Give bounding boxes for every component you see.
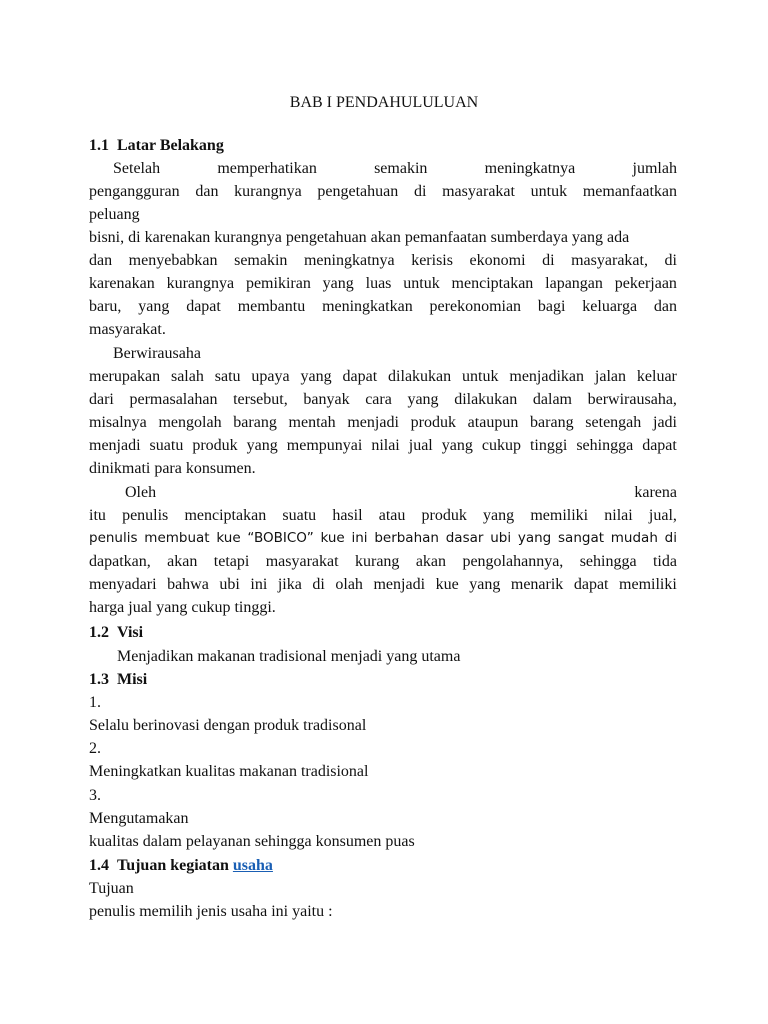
section-heading-1-4 [89, 854, 677, 877]
vision-text: Menjadikan makanan tradisional menjadi yang utama [117, 648, 461, 665]
paragraph-line: harga jual yang cukup tinggi. [89, 599, 276, 616]
word: jadi [653, 414, 677, 431]
word: cara [365, 391, 392, 408]
word: semakin [374, 160, 428, 177]
word: Oleh [125, 484, 157, 501]
word: karena [634, 484, 677, 501]
word: mengolah [158, 414, 222, 431]
paragraph-line: Berwirausaha [113, 345, 201, 362]
paragraph-line: bisni, di karenakan kurangnya pengetahuan akan pemanfaatan sumberdaya yang ada [89, 229, 630, 246]
word: di [664, 252, 677, 269]
word: tinggi [529, 437, 568, 454]
word: keluar [636, 368, 677, 385]
word: bahwa [167, 576, 209, 593]
word: membuat [144, 530, 210, 546]
word: jumlah [632, 160, 677, 177]
word: sehingga [579, 553, 637, 570]
word: dan [89, 252, 113, 269]
word: meningkatkan [322, 298, 413, 315]
word: ekonomi [469, 252, 526, 269]
word: menjadikan [509, 368, 585, 385]
section-title: Misi [117, 671, 148, 688]
paragraph-line: masyarakat. [89, 321, 166, 338]
section-title: Tujuan kegiatan [117, 857, 229, 874]
word: “BOBICO” [247, 530, 314, 546]
word: untuk [530, 183, 568, 200]
word: menarik [510, 576, 564, 593]
word: atau [378, 507, 406, 524]
list-item: Mengutamakan [89, 810, 189, 827]
word: suatu [282, 507, 317, 524]
word: menjadi [347, 414, 399, 431]
word: dilakukan [454, 391, 518, 408]
word: menciptakan [184, 507, 267, 524]
word: pengangguran [89, 183, 180, 200]
word: semakin [234, 252, 288, 269]
word: kurangnya [234, 183, 302, 200]
word: yang [300, 368, 332, 385]
section-title: Latar Belakang [117, 137, 224, 154]
word: yang [483, 507, 515, 524]
document-title: BAB I PENDAHULULUAN [289, 94, 479, 111]
word: bagi [537, 298, 566, 315]
section-number: 1.3 [89, 671, 109, 688]
word: memiliki [530, 507, 589, 524]
word: tetapi [213, 553, 250, 570]
paragraph-line [89, 249, 677, 272]
list-item: Meningkatkan kualitas makanan tradisional [89, 763, 369, 780]
word: misalnya [89, 414, 147, 431]
word: menyadari [89, 576, 157, 593]
paragraph-line [89, 295, 677, 318]
word: dapat [573, 576, 609, 593]
word: kue [435, 576, 459, 593]
word: untuk [462, 368, 499, 385]
word: ataupun [467, 414, 519, 431]
word: itu [89, 507, 106, 524]
list-number: 1. [89, 694, 101, 711]
word: di [542, 252, 555, 269]
word: yang [441, 437, 473, 454]
word: masyarakat [265, 553, 339, 570]
word: meningkatnya [303, 252, 395, 269]
word: merupakan [89, 368, 161, 385]
word: untuk [403, 275, 440, 292]
word: jalan [594, 368, 626, 385]
word: dilakukan [388, 368, 452, 385]
word: yang [322, 275, 354, 292]
word: dapat [186, 298, 221, 315]
word: nilai [604, 507, 633, 524]
paragraph-line: peluang [89, 206, 140, 223]
paragraph-line [89, 527, 677, 550]
word: upaya [251, 368, 290, 385]
word: suatu [149, 437, 184, 454]
word: meningkatnya [484, 160, 576, 177]
word: memperhatikan [217, 160, 317, 177]
word: memiliki [619, 576, 677, 593]
word: hasil [332, 507, 363, 524]
paragraph-line [89, 272, 677, 295]
word: akan [167, 553, 198, 570]
word: barang [530, 414, 574, 431]
word: karenakan [89, 275, 155, 292]
paragraph-line [89, 411, 677, 434]
word: pengolahannya, [462, 553, 564, 570]
section-number: 1.4 [89, 857, 109, 874]
word: yang [246, 437, 278, 454]
word: memanfaatkan [582, 183, 677, 200]
word: mempunyai [286, 437, 363, 454]
word: keluarga [582, 298, 638, 315]
word: mudah [610, 530, 658, 546]
section-heading-1-3 [89, 668, 677, 691]
word: dan [653, 298, 677, 315]
word: di [664, 530, 677, 546]
word: ubi [219, 576, 240, 593]
usaha-link[interactable]: usaha [232, 857, 273, 874]
word: penulis [89, 530, 138, 546]
paragraph-line [89, 434, 677, 457]
paragraph-line [89, 365, 677, 388]
paragraph-line [113, 157, 677, 180]
word: jika [277, 576, 302, 593]
word: masyarakat [442, 183, 515, 200]
word: permasalahan [129, 391, 218, 408]
section-heading-1-1 [89, 134, 677, 157]
word: membantu [237, 298, 306, 315]
word: cukup [481, 437, 521, 454]
word: dalam [532, 391, 572, 408]
word: jual [408, 437, 433, 454]
paragraph-line [125, 481, 677, 504]
word: yang [517, 530, 552, 546]
word: satu [214, 368, 241, 385]
paragraph-line: dinikmati para konsumen. [89, 460, 256, 477]
list-number: 3. [89, 787, 101, 804]
word: masyarakat, [571, 252, 648, 269]
word: Setelah [113, 160, 161, 177]
word: tida [652, 553, 677, 570]
word: mentah [288, 414, 336, 431]
word: berbahan [374, 530, 439, 546]
word: produk [192, 437, 238, 454]
word: kue [216, 530, 241, 546]
word: dari [89, 391, 114, 408]
word: dapat [642, 437, 677, 454]
paragraph-line: penulis memilih jenis usaha ini yaitu : [89, 903, 333, 920]
list-number: 2. [89, 740, 101, 757]
word: pemikiran [245, 275, 311, 292]
word: menjadi [373, 576, 426, 593]
list-item: kualitas dalam pelayanan sehingga konsumen puas [89, 833, 415, 850]
word: pengetahuan [317, 183, 399, 200]
section-title: Visi [117, 624, 144, 641]
section-number: 1.2 [89, 624, 109, 641]
word: kurangnya [166, 275, 235, 292]
word: tersebut, [233, 391, 288, 408]
word: produk [421, 507, 467, 524]
word: luas [365, 275, 392, 292]
word: di [312, 576, 325, 593]
word: salah [170, 368, 204, 385]
paragraph-line [89, 180, 677, 203]
paragraph-line [89, 388, 677, 411]
word: lapangan [545, 275, 603, 292]
word: perekonomian [429, 298, 522, 315]
word: barang [233, 414, 277, 431]
word: olah [335, 576, 363, 593]
word: dapat [342, 368, 378, 385]
word: dasar [445, 530, 484, 546]
word: di [413, 183, 427, 200]
paragraph-line [89, 504, 677, 527]
word: baru, [89, 298, 122, 315]
word: kerisis [411, 252, 453, 269]
word: jual, [648, 507, 677, 524]
word: berwirausaha, [587, 391, 677, 408]
word: yang [407, 391, 439, 408]
word: kue [320, 530, 345, 546]
word: kurang [354, 553, 400, 570]
word: akan [415, 553, 447, 570]
list-item: Selalu berinovasi dengan produk tradisonal [89, 717, 367, 734]
word: menciptakan [451, 275, 534, 292]
word: menjadi [89, 437, 141, 454]
word: penulis [122, 507, 169, 524]
word: setengah [585, 414, 642, 431]
word: dapatkan, [89, 553, 151, 570]
paragraph-line: Tujuan [89, 880, 134, 897]
word: produk [410, 414, 456, 431]
section-number: 1.1 [89, 137, 109, 154]
word: sangat [558, 530, 605, 546]
paragraph-line [89, 573, 677, 596]
section-heading-1-2 [89, 621, 677, 644]
word: yang [469, 576, 501, 593]
word: dan [195, 183, 219, 200]
word: ubi [490, 530, 512, 546]
word: ini [250, 576, 268, 593]
word: ini [351, 530, 368, 546]
paragraph-line [89, 550, 677, 573]
word: menyebabkan [128, 252, 218, 269]
word: sehingga [576, 437, 634, 454]
word: banyak [303, 391, 350, 408]
word: yang [138, 298, 170, 315]
word: pekerjaan [614, 275, 677, 292]
word: nilai [371, 437, 400, 454]
